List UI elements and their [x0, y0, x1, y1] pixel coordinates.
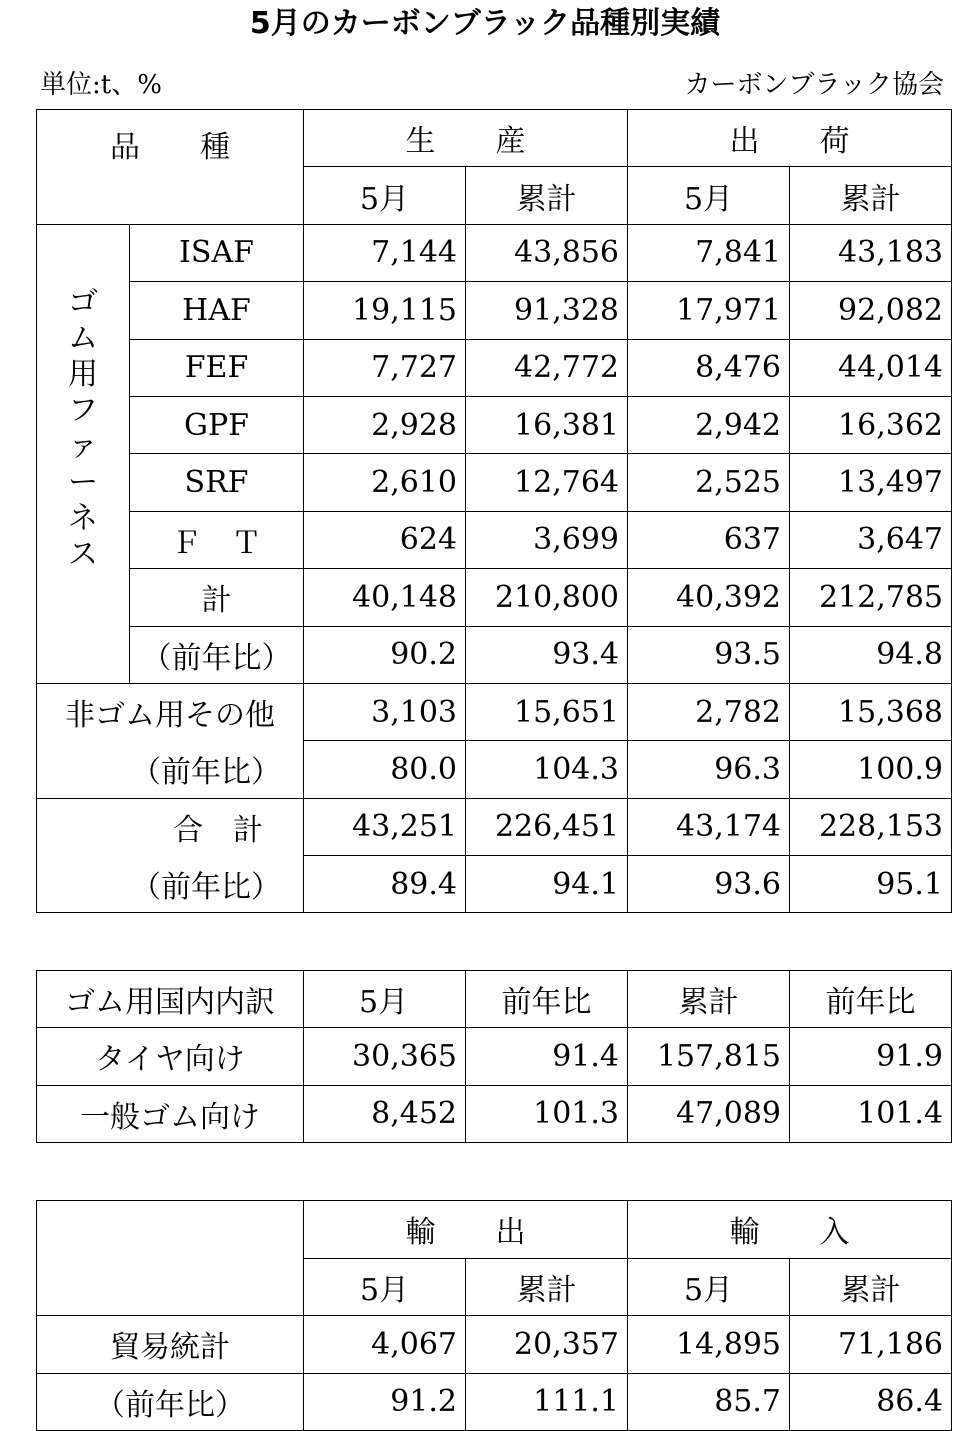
value-cell: 2,942 — [628, 396, 790, 453]
row-label: SRF — [130, 454, 304, 511]
value-cell: 101.3 — [466, 1085, 628, 1142]
table-row — [37, 511, 952, 568]
value-cell: 104.3 — [466, 741, 628, 798]
value-cell: 89.4 — [304, 856, 466, 913]
value-cell: 19,115 — [304, 282, 466, 339]
row-label: （前年比） — [37, 741, 304, 798]
value-cell: 226,451 — [466, 798, 628, 855]
value-cell: 40,148 — [304, 569, 466, 626]
header-import: 輸 入 — [628, 1201, 952, 1259]
value-cell: 3,699 — [466, 511, 628, 568]
value-cell: 15,368 — [790, 683, 952, 740]
value-cell: 91,328 — [466, 282, 628, 339]
value-cell: 14,895 — [628, 1316, 790, 1374]
value-cell: 80.0 — [304, 741, 466, 798]
table-row — [37, 741, 952, 798]
row-label: 非ゴム用その他 — [37, 683, 304, 740]
row-label: Ｆ Ｔ — [130, 511, 304, 568]
header-empty — [37, 1201, 304, 1316]
row-label: ISAF — [130, 224, 304, 281]
table-row — [37, 856, 952, 913]
value-cell: 111.1 — [466, 1373, 628, 1431]
value-cell: 13,497 — [790, 454, 952, 511]
table-row — [37, 1316, 952, 1374]
value-cell: 93.5 — [628, 626, 790, 683]
value-cell: 20,357 — [466, 1316, 628, 1374]
header-shukka: 出 荷 — [628, 110, 952, 167]
value-cell: 85.7 — [628, 1373, 790, 1431]
value-cell: 86.4 — [790, 1373, 952, 1431]
row-label: （前年比） — [37, 856, 304, 913]
value-cell: 2,610 — [304, 454, 466, 511]
header-may: 5月 — [304, 971, 466, 1028]
value-cell: 228,153 — [790, 798, 952, 855]
page-title: 5月のカーボンブラック品種別実績 — [249, 6, 721, 41]
header-seisan: 生 産 — [304, 110, 628, 167]
table-row — [37, 282, 952, 339]
value-cell: 7,727 — [304, 339, 466, 396]
sub-header-cum: 累計 — [466, 167, 628, 224]
sub-header-cum: 累計 — [466, 1258, 628, 1316]
value-cell: 157,815 — [628, 1028, 790, 1085]
value-cell: 93.4 — [466, 626, 628, 683]
sub-header-cum: 累計 — [790, 1258, 952, 1316]
row-label: タイヤ向け — [37, 1028, 304, 1085]
sub-header-may: 5月 — [628, 167, 790, 224]
row-label: 合 計 — [37, 798, 304, 855]
sub-header-cum: 累計 — [790, 167, 952, 224]
value-cell: 94.1 — [466, 856, 628, 913]
value-cell: 43,183 — [790, 224, 952, 281]
header-hinshu: 品 種 — [37, 110, 304, 225]
row-label: 計 — [130, 569, 304, 626]
value-cell: 7,144 — [304, 224, 466, 281]
header-ratio: 前年比 — [466, 971, 628, 1028]
value-cell: 16,381 — [466, 396, 628, 453]
value-cell: 47,089 — [628, 1085, 790, 1142]
table-row — [37, 224, 952, 281]
value-cell: 43,174 — [628, 798, 790, 855]
value-cell: 4,067 — [304, 1316, 466, 1374]
value-cell: 100.9 — [790, 741, 952, 798]
value-cell: 3,103 — [304, 683, 466, 740]
value-cell: 12,764 — [466, 454, 628, 511]
value-cell: 93.6 — [628, 856, 790, 913]
value-cell: 3,647 — [790, 511, 952, 568]
value-cell: 91.4 — [466, 1028, 628, 1085]
row-label: 貿易統計 — [37, 1316, 304, 1374]
table-row — [37, 1028, 952, 1085]
table-row — [37, 798, 952, 855]
sub-header-may: 5月 — [304, 167, 466, 224]
value-cell: 92,082 — [790, 282, 952, 339]
value-cell: 17,971 — [628, 282, 790, 339]
value-cell: 210,800 — [466, 569, 628, 626]
sub-header-may: 5月 — [628, 1258, 790, 1316]
row-label: FEF — [130, 339, 304, 396]
unit-label: 単位:t、% — [40, 70, 162, 100]
source-label: カーボンブラック協会 — [684, 70, 944, 100]
value-cell: 637 — [628, 511, 790, 568]
value-cell: 2,525 — [628, 454, 790, 511]
value-cell: 43,856 — [466, 224, 628, 281]
row-label: GPF — [130, 396, 304, 453]
header-domestic: ゴム用国内内訳 — [37, 971, 304, 1028]
value-cell: 2,782 — [628, 683, 790, 740]
value-cell: 71,186 — [790, 1316, 952, 1374]
row-label: HAF — [130, 282, 304, 339]
header-export: 輸 出 — [304, 1201, 628, 1259]
row-label: （前年比） — [130, 626, 304, 683]
value-cell: 91.9 — [790, 1028, 952, 1085]
production-shipment-table — [36, 109, 952, 913]
domestic-breakdown-table — [36, 970, 952, 1143]
value-cell: 2,928 — [304, 396, 466, 453]
value-cell: 94.8 — [790, 626, 952, 683]
table-row — [37, 1373, 952, 1431]
value-cell: 624 — [304, 511, 466, 568]
value-cell: 95.1 — [790, 856, 952, 913]
value-cell: 16,362 — [790, 396, 952, 453]
table-row — [37, 454, 952, 511]
value-cell: 101.4 — [790, 1085, 952, 1142]
value-cell: 44,014 — [790, 339, 952, 396]
table-row — [37, 396, 952, 453]
group-label-rubber-furnace: ゴ ム 用 フ ァ ー ネ ス — [37, 224, 130, 683]
table-row — [37, 339, 952, 396]
value-cell: 40,392 — [628, 569, 790, 626]
sub-header-may: 5月 — [304, 1258, 466, 1316]
value-cell: 43,251 — [304, 798, 466, 855]
value-cell: 96.3 — [628, 741, 790, 798]
row-label: 一般ゴム向け — [37, 1085, 304, 1142]
row-label: （前年比） — [37, 1373, 304, 1431]
header-ratio: 前年比 — [790, 971, 952, 1028]
table-row — [37, 1085, 952, 1142]
value-cell: 30,365 — [304, 1028, 466, 1085]
table-row — [37, 683, 952, 740]
value-cell: 15,651 — [466, 683, 628, 740]
value-cell: 212,785 — [790, 569, 952, 626]
header-cum: 累計 — [628, 971, 790, 1028]
value-cell: 8,452 — [304, 1085, 466, 1142]
table-row — [37, 569, 952, 626]
trade-statistics-table — [36, 1200, 952, 1431]
value-cell: 8,476 — [628, 339, 790, 396]
value-cell: 91.2 — [304, 1373, 466, 1431]
value-cell: 42,772 — [466, 339, 628, 396]
table-row — [37, 626, 952, 683]
value-cell: 7,841 — [628, 224, 790, 281]
value-cell: 90.2 — [304, 626, 466, 683]
